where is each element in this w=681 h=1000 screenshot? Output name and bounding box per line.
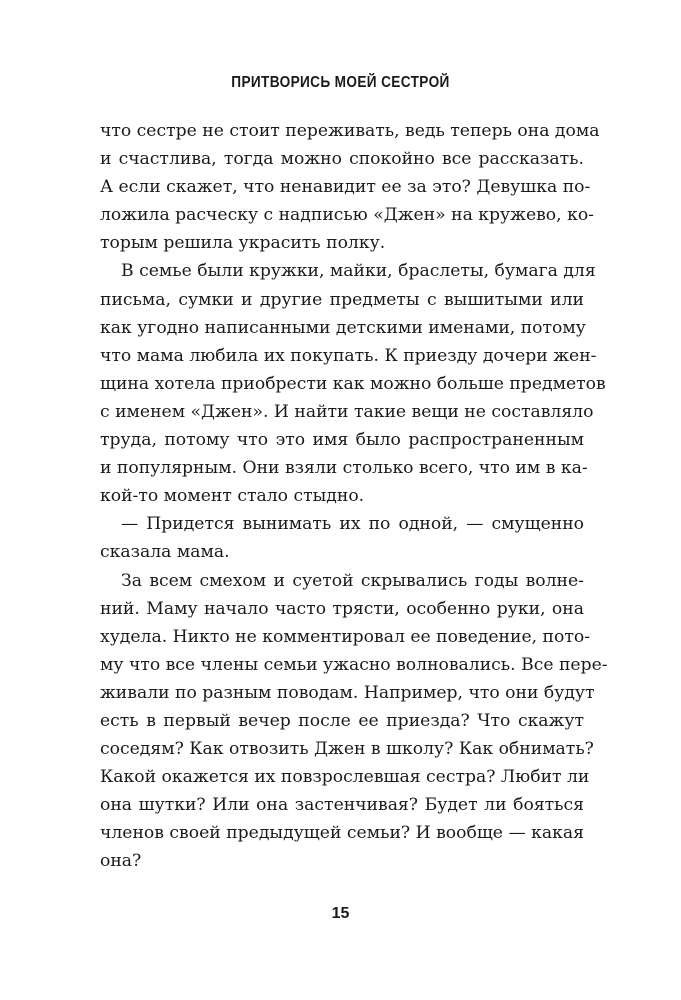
text-line: А если скажет, что ненавидит ее за это? Девушка по- [100,177,591,198]
text-line: му что все члены семьи ужасно волновались. Все пере- [100,654,608,675]
text-line: ложила расческу с надписью «Джен» на кружево, ко- [100,205,594,226]
text-line: труда, потому что это имя было распространенным [100,430,584,451]
text-line: Какой окажется их повзрослевшая сестра? Любит ли [100,767,590,788]
paragraph [100,510,584,566]
text-line: с именем «Джен». И найти такие вещи не составляло [100,401,594,422]
body-text [100,117,608,876]
text-line: торым решила украсить полку. [100,233,386,254]
text-line: — Придется вынимать их по одной, — смущенно [121,514,584,535]
text-line: За всем смехом и суетой скрывались годы волне- [121,570,584,591]
text-line: что сестре не стоит переживать, ведь теперь она дома [100,121,600,141]
page-number: 15 [331,905,350,922]
text-line: она? [100,851,142,872]
text-line: худела. Никто не комментировал ее поведение, пото- [100,626,591,647]
text-line: В семье были кружки, майки, браслеты, бумага для [121,261,596,282]
text-line: что мама любила их покупать. К приезду дочери жен- [100,345,597,366]
paragraph [100,257,606,510]
text-line: членов своей предыдущей семьи? И вообще — какая [100,823,584,844]
text-line: щина хотела приобрести как можно больше предметов [100,373,606,394]
text-line: как угодно написанными детскими именами, потому [100,317,586,338]
text-line: письма, сумки и другие предметы с вышитыми или [100,289,584,310]
text-line: сказала мама. [100,542,230,563]
text-line: есть в первый вечер после ее приезда? Что скажут [100,710,584,731]
running-title: ПРИТВОРИСЬ МОЕЙ СЕСТРОЙ [231,74,450,91]
text-line: и счастлива, тогда можно спокойно все рассказать. [100,149,584,170]
paragraph [100,117,600,257]
text-line: ний. Маму начало часто трясти, особенно руки, она [100,598,584,619]
text-line: соседям? Как отвозить Джен в школу? Как обнимать? [100,739,594,760]
text-line: кой-то момент стало стыдно. [100,486,365,507]
text-line: и популярным. Они взяли столько всего, что им в ка- [100,458,588,479]
paragraph [100,567,608,876]
text-line: живали по разным поводам. Например, что они будут [100,682,595,703]
text-line: она шутки? Или она застенчивая? Будет ли бояться [100,795,584,816]
